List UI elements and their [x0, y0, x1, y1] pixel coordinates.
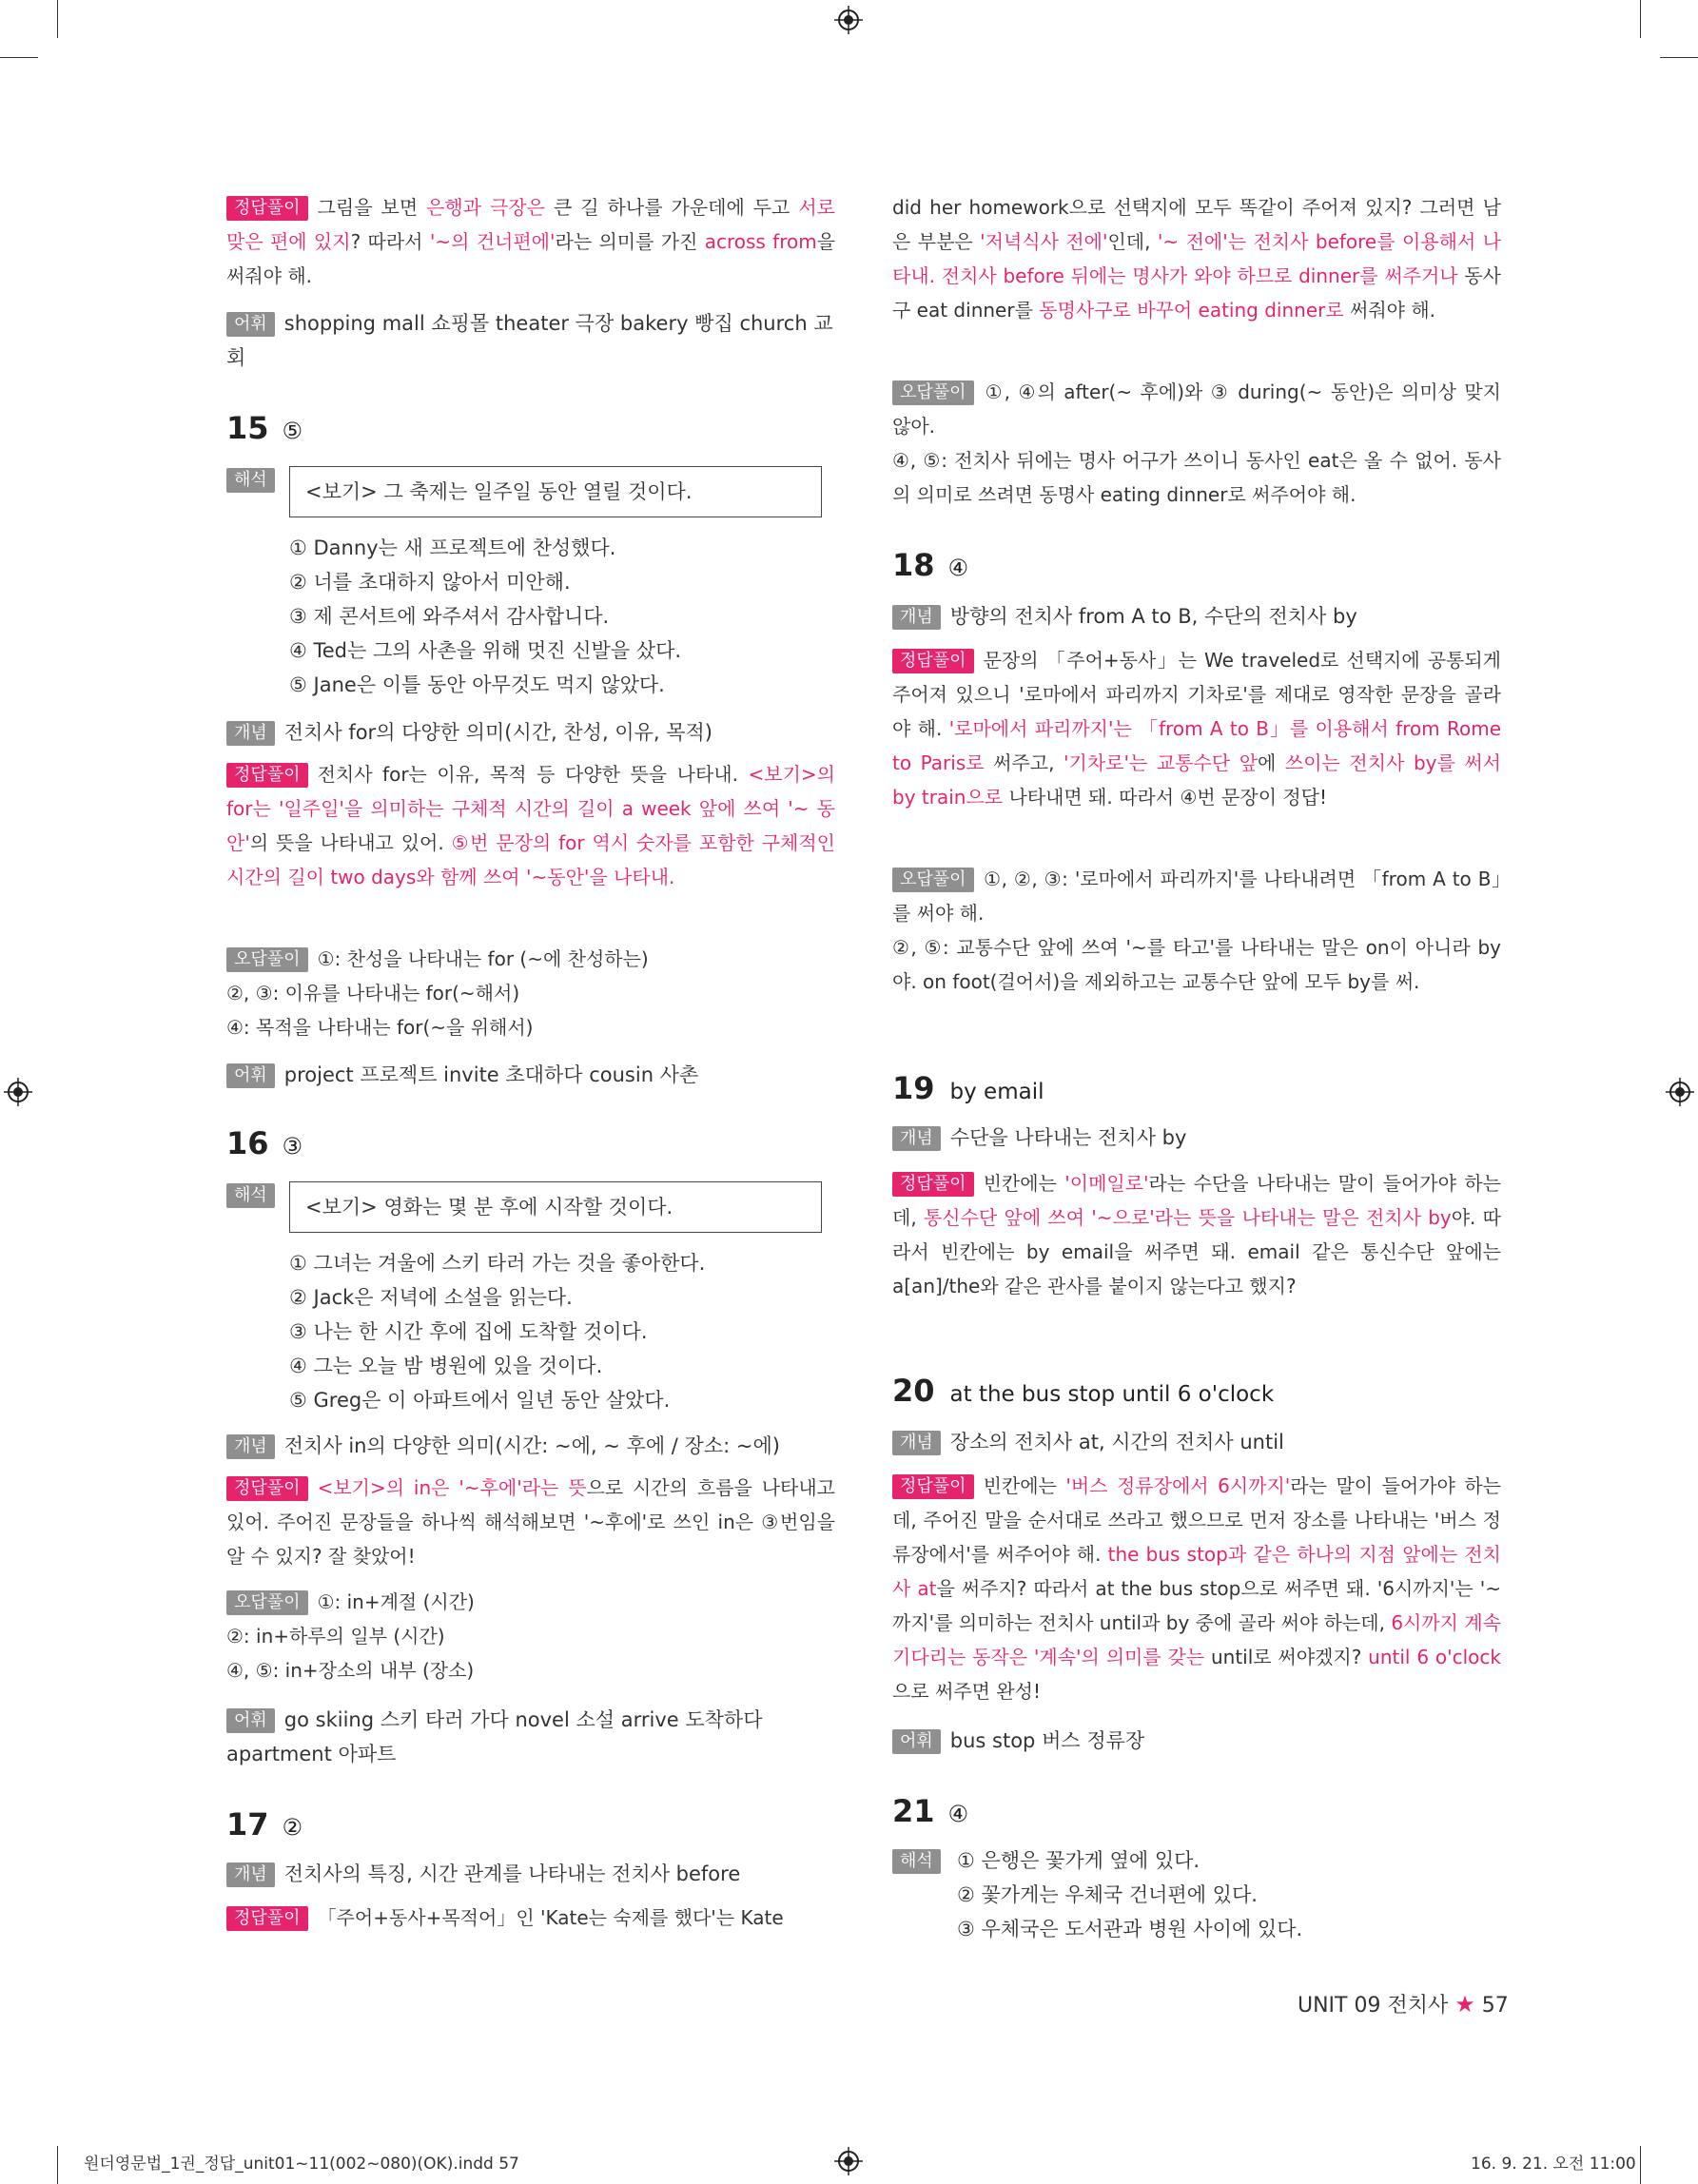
- vocab-text: go skiing 스키 타러 가다 novel 소설 arrive 도착하다 apartment 아파트: [226, 1708, 763, 1765]
- question-17-header: [226, 1805, 835, 1846]
- wrong-badge: 오답풀이: [226, 1590, 308, 1615]
- text: 「주어+동사+목적어」인 'Kate는 숙제를 했다'는 Kate: [317, 1906, 784, 1929]
- option-2: ② 꽃가게는 우체국 건너편에 있다.: [957, 1883, 1258, 1906]
- highlight-text: across from: [704, 230, 817, 253]
- wrong-item: ②, ③: 이유를 나타내는 for(~해서): [226, 982, 520, 1004]
- option-3: ③ 우체국은 도서관과 병원 사이에 있다.: [957, 1918, 1303, 1940]
- text: 라는 의미를 가진: [555, 230, 705, 253]
- concept-text: 전치사의 특징, 시간 관계를 나타내는 전치사 before: [283, 1862, 741, 1885]
- concept-text: 수단을 나타내는 전치사 by: [949, 1126, 1187, 1149]
- option-1: ① 은행은 꽃가게 옆에 있다.: [957, 1849, 1200, 1872]
- translation-badge: 해석: [226, 468, 275, 493]
- answer-badge: 정답풀이: [226, 196, 308, 221]
- question-answer: ③: [282, 1133, 303, 1160]
- text: 써주고,: [984, 751, 1064, 774]
- text: 빈칸에는: [983, 1172, 1065, 1195]
- text: 전치사 for는 이유, 목적 등 다양한 뜻을 나타내.: [317, 763, 749, 786]
- q18-answer-explanation: [892, 643, 1501, 814]
- q16-vocabulary: [226, 1703, 835, 1771]
- registration-mark-icon: [834, 6, 863, 34]
- question-number: 19: [892, 1070, 935, 1106]
- highlight-text: '버스 정류장에서 6시까지': [1065, 1474, 1291, 1497]
- question-answer: ④: [947, 555, 969, 581]
- wrong-badge: 오답풀이: [892, 380, 974, 405]
- crop-mark: [1640, 2146, 1641, 2184]
- wrong-item: ④: 목적을 나타내는 for(~을 위해서): [226, 1016, 534, 1039]
- question-answer: by email: [949, 1080, 1044, 1104]
- highlight-text: '~의 건너편에': [429, 230, 556, 253]
- question-number: 15: [226, 410, 269, 446]
- wrong-item: ④, ⑤: 전치사 뒤에는 명사 어구가 쓰이니 동사인 eat은 올 수 없어. 동사의 의미로 쓰려면 동명사 eating dinner로 써주어야 해.: [892, 449, 1501, 506]
- q17-answer-line: [226, 1901, 835, 1935]
- q15-wrong-answers: [226, 942, 835, 1044]
- text: 라는 말이 들어가야 하는데, 주어진 말을 순서대로 쓰라고 했으므로 먼저 장소를 나타내는 '버스 정류장에서'를 써주어야 해.: [892, 1474, 1502, 1566]
- page-number: 57: [1481, 1994, 1509, 2018]
- highlight-text: <보기>의 for는 '일주일'을 의미하는 구체적 시간의 길이 a week 앞에 쓰여 '~ 동안': [226, 763, 835, 854]
- wrong-item: ②: in+하루의 일부 (시간): [226, 1625, 445, 1648]
- q15-options: [289, 531, 822, 702]
- answer-badge: 정답풀이: [892, 1474, 974, 1499]
- question-number: 18: [892, 547, 935, 583]
- text: 문장의 「주어+동사」는 We traveled로 선택지에 공통되게 주어져 있으니 '로마에서 파리까지 기차로'를 제대로 영작한 문장을 골라야 해.: [892, 649, 1501, 740]
- question-20-header: [892, 1372, 1501, 1414]
- registration-mark-icon: [1666, 1078, 1694, 1106]
- q17-concept: [226, 1857, 835, 1891]
- highlight-text: 쓰이는 전치사 by를 써서 by train으로: [892, 751, 1501, 809]
- q16-example-box: <보기> 영화는 몇 분 후에 시작할 것이다.: [289, 1181, 822, 1233]
- crop-mark: [0, 57, 38, 58]
- q15-example-box: <보기> 그 축제는 일주일 동안 열릴 것이다.: [289, 466, 822, 517]
- concept-badge: 개념: [226, 1434, 275, 1459]
- wrong-badge: 오답풀이: [892, 868, 974, 892]
- q16-options: [289, 1246, 822, 1417]
- vocab-text: shopping mall 쇼핑몰 theater 극장 bakery 빵집 church 교회: [226, 312, 833, 369]
- highlight-text: <보기>의 in은 '~후에'라는 뜻: [317, 1476, 587, 1499]
- option-5: ⑤ Jane은 이틀 동안 아무것도 먹지 않았다.: [289, 673, 665, 696]
- highlight-text: '저녁식사 전에': [980, 230, 1108, 253]
- star-icon: ★: [1454, 1991, 1475, 2018]
- q14-answer-explanation: [226, 190, 835, 293]
- question-answer: at the bus stop until 6 o'clock: [949, 1382, 1275, 1407]
- vocab-badge: 어휘: [226, 1708, 275, 1733]
- option-4: ④ Ted는 그의 사촌을 위해 멋진 신발을 샀다.: [289, 639, 682, 662]
- question-16-header: [226, 1124, 835, 1165]
- q18-concept: [892, 599, 1501, 634]
- page-footer: [1298, 1989, 1509, 2018]
- text: 에: [1258, 751, 1285, 774]
- text: 라는 수단을 나타내는 말이 들어가야 하는데,: [892, 1172, 1501, 1229]
- text: 써줘야 해.: [1343, 299, 1436, 322]
- option-3: ③ 제 콘서트에 와주셔서 감사합니다.: [289, 605, 610, 628]
- text: 을 써줘야 해.: [226, 230, 836, 287]
- vocab-badge: 어휘: [226, 312, 275, 337]
- vocab-badge: 어휘: [892, 1729, 941, 1754]
- question-number: 16: [226, 1125, 269, 1161]
- question-answer: ⑤: [282, 418, 303, 444]
- option-1: ① Danny는 새 프로젝트에 찬성했다.: [289, 536, 616, 559]
- highlight-text: 은행과 극장은: [426, 196, 545, 219]
- text: 의 뜻을 나타내고 있어.: [249, 831, 452, 854]
- slug-date: 16. 9. 21. 오전 11:00: [1471, 2155, 1636, 2174]
- highlight-text: until 6 o'clock: [1368, 1646, 1501, 1668]
- crop-mark: [1660, 57, 1698, 58]
- highlight-text: 통신수단 앞에 쓰여 '~으로'라는 뜻을 나타내는 말은 전치사 by: [923, 1206, 1452, 1229]
- text: 큰 길 하나를 가운데에 두고: [545, 196, 799, 219]
- vocab-text: bus stop 버스 정류장: [949, 1729, 1145, 1752]
- q21-options: [957, 1843, 1490, 1946]
- question-answer: ②: [282, 1814, 303, 1841]
- highlight-text: '로마에서 파리까지'는 「from A to B」를 이용해서 from Rome to Paris로: [892, 717, 1501, 774]
- text: 그림을 보면: [317, 196, 427, 219]
- concept-text: 전치사 in의 다양한 의미(시간: ~에, ~ 후에 / 장소: ~에): [283, 1434, 780, 1457]
- q17-wrong-answers: [892, 375, 1501, 512]
- q16-concept: [226, 1429, 835, 1463]
- question-15-header: [226, 409, 835, 450]
- q15-vocabulary: [226, 1058, 835, 1092]
- text: 인데,: [1107, 230, 1158, 253]
- q17-answer-explanation: [892, 190, 1501, 327]
- concept-badge: 개념: [892, 1431, 941, 1455]
- highlight-text: ⑤번 문장의 for 역시 숫자를 포함한 구체적인 시간의 길이 two days와 함께 쓰여 '~동안'을 나타내.: [226, 831, 835, 888]
- concept-text: 전치사 for의 다양한 의미(시간, 찬성, 이유, 목적): [283, 721, 712, 744]
- text: 으로 시간의 흐름을 나타내고 있어. 주어진 문장들을 하나씩 해석해보면 '~후에'로 쓰인 in은 ③번임을 알 수 있지? 잘 찾았어!: [226, 1476, 835, 1568]
- option-2: ② Jack은 저녁에 소설을 읽는다.: [289, 1286, 573, 1309]
- wrong-item: ①, ④의 after(~ 후에)와 ③ during(~ 동안)은 의미상 맞지 않아.: [892, 380, 1501, 438]
- highlight-text: '기차로'는 교통수단 앞: [1064, 751, 1259, 774]
- answer-badge: 정답풀이: [226, 763, 308, 788]
- question-21-header: [892, 1792, 1501, 1833]
- translation-badge: 해석: [892, 1849, 941, 1874]
- vocab-badge: 어휘: [226, 1063, 275, 1088]
- highlight-text: the bus stop과 같은 하나의 지점 앞에는 전치사 at: [892, 1543, 1501, 1600]
- crop-mark: [57, 2146, 58, 2184]
- text: 나타내면 돼. 따라서 ④번 문장이 정답!: [1003, 786, 1328, 809]
- text: 빈칸에는: [983, 1474, 1066, 1497]
- concept-badge: 개념: [892, 605, 941, 630]
- option-4: ④ 그는 오늘 밤 병원에 있을 것이다.: [289, 1355, 603, 1377]
- q20-answer-explanation: [892, 1469, 1501, 1708]
- wrong-item: ①: in+계절 (시간): [317, 1590, 475, 1613]
- highlight-text: 동명사구로 바꾸어 eating dinner로: [1039, 299, 1344, 322]
- option-3: ③ 나는 한 시간 후에 집에 도착할 것이다.: [289, 1320, 648, 1343]
- q18-wrong-answers: [892, 862, 1501, 999]
- slug-file: 원더영문법_1권_정답_unit01~11(002~080)(OK).indd 57: [84, 2155, 519, 2174]
- q17-answer-explanation-start: [226, 1901, 835, 1939]
- question-19-header: [892, 1069, 1501, 1111]
- wrong-item: ①: 찬성을 나타내는 for (~에 찬성하는): [317, 947, 649, 970]
- text: 으로 써주면 완성!: [892, 1680, 1041, 1703]
- highlight-text: '~ 전에'는 전치사 before를 이용해서 나타내. 전치사 before 뒤에는 명사가 와야 하므로 dinner를 써주거나: [892, 230, 1502, 287]
- q19-concept: [892, 1121, 1501, 1155]
- question-18-header: [892, 546, 1501, 587]
- q16-answer-explanation: [226, 1471, 835, 1573]
- wrong-item: ①, ②, ③: '로마에서 파리까지'를 나타내려면 「from A to B」를 써야 해.: [892, 868, 1501, 925]
- concept-badge: 개념: [892, 1126, 941, 1151]
- crop-mark: [1640, 0, 1641, 38]
- text: 을 써주지? 따라서 at the bus stop으로 써주면 돼. '6시까지'는 '~까지'를 의미하는 전치사 until과 by 중에 골라 써야 하는데,: [892, 1577, 1501, 1634]
- question-number: 20: [892, 1373, 935, 1409]
- text: 야. 따라서 빈칸에는 by email을 써주면 돼. email 같은 통신수단 앞에는 a[an]/the와 같은 관사를 붙이지 않는다고 했지?: [892, 1206, 1501, 1297]
- concept-text: 장소의 전치사 at, 시간의 전치사 until: [949, 1431, 1284, 1453]
- registration-mark-icon: [4, 1078, 32, 1106]
- question-number: 17: [226, 1806, 269, 1843]
- crop-mark: [57, 0, 58, 38]
- highlight-text: 서로 맞은 편에 있지: [226, 196, 835, 253]
- q16-wrong-answers: [226, 1585, 835, 1687]
- q14-vocabulary: [226, 306, 835, 375]
- answer-badge: 정답풀이: [892, 1172, 974, 1197]
- wrong-item: ②, ⑤: 교통수단 앞에 쓰여 '~를 타고'를 나타내는 말은 on이 아니라 by야. on foot(걸어서)을 제외하고는 교통수단 앞에 모두 by를 써.: [892, 936, 1501, 993]
- q19-answer-explanation: [892, 1166, 1501, 1303]
- option-2: ② 너를 초대하지 않아서 미안해.: [289, 571, 571, 594]
- q20-concept: [892, 1425, 1501, 1459]
- text: did her homework으로 선택지에 모두 똑같이 주어져 있지? 그러면 남은 부분은: [892, 196, 1501, 253]
- unit-title: UNIT 09 전치사: [1298, 1994, 1449, 2018]
- vocab-text: project 프로젝트 invite 초대하다 cousin 사촌: [283, 1063, 699, 1086]
- concept-badge: 개념: [226, 721, 275, 746]
- option-1: ① 그녀는 겨울에 스키 타러 가는 것을 좋아한다.: [289, 1252, 706, 1275]
- answer-badge: 정답풀이: [226, 1476, 308, 1501]
- question-answer: ④: [947, 1801, 969, 1827]
- answer-badge: 정답풀이: [226, 1906, 308, 1931]
- concept-text: 방향의 전치사 from A to B, 수단의 전치사 by: [949, 605, 1357, 628]
- translation-badge: 해석: [226, 1183, 275, 1208]
- highlight-text: '이메일로': [1064, 1172, 1149, 1195]
- q15-concept: [226, 715, 835, 750]
- text: ? 따라서: [350, 230, 430, 253]
- option-5: ⑤ Greg은 이 아파트에서 일년 동안 살았다.: [289, 1389, 671, 1412]
- text: until로 써야겠지?: [1204, 1646, 1369, 1668]
- wrong-item: ④, ⑤: in+장소의 내부 (장소): [226, 1659, 475, 1682]
- wrong-badge: 오답풀이: [226, 947, 308, 972]
- question-number: 21: [892, 1793, 935, 1829]
- registration-mark-icon: [834, 2147, 863, 2175]
- concept-badge: 개념: [226, 1862, 275, 1887]
- q20-vocabulary: [892, 1724, 1501, 1758]
- answer-badge: 정답풀이: [892, 649, 974, 673]
- q15-answer-explanation: [226, 757, 835, 894]
- text: 동사구 eat dinner를: [892, 264, 1502, 322]
- highlight-text: 6시까지 계속 기다리는 동작은 '계속'의 의미를 갖는: [892, 1611, 1501, 1668]
